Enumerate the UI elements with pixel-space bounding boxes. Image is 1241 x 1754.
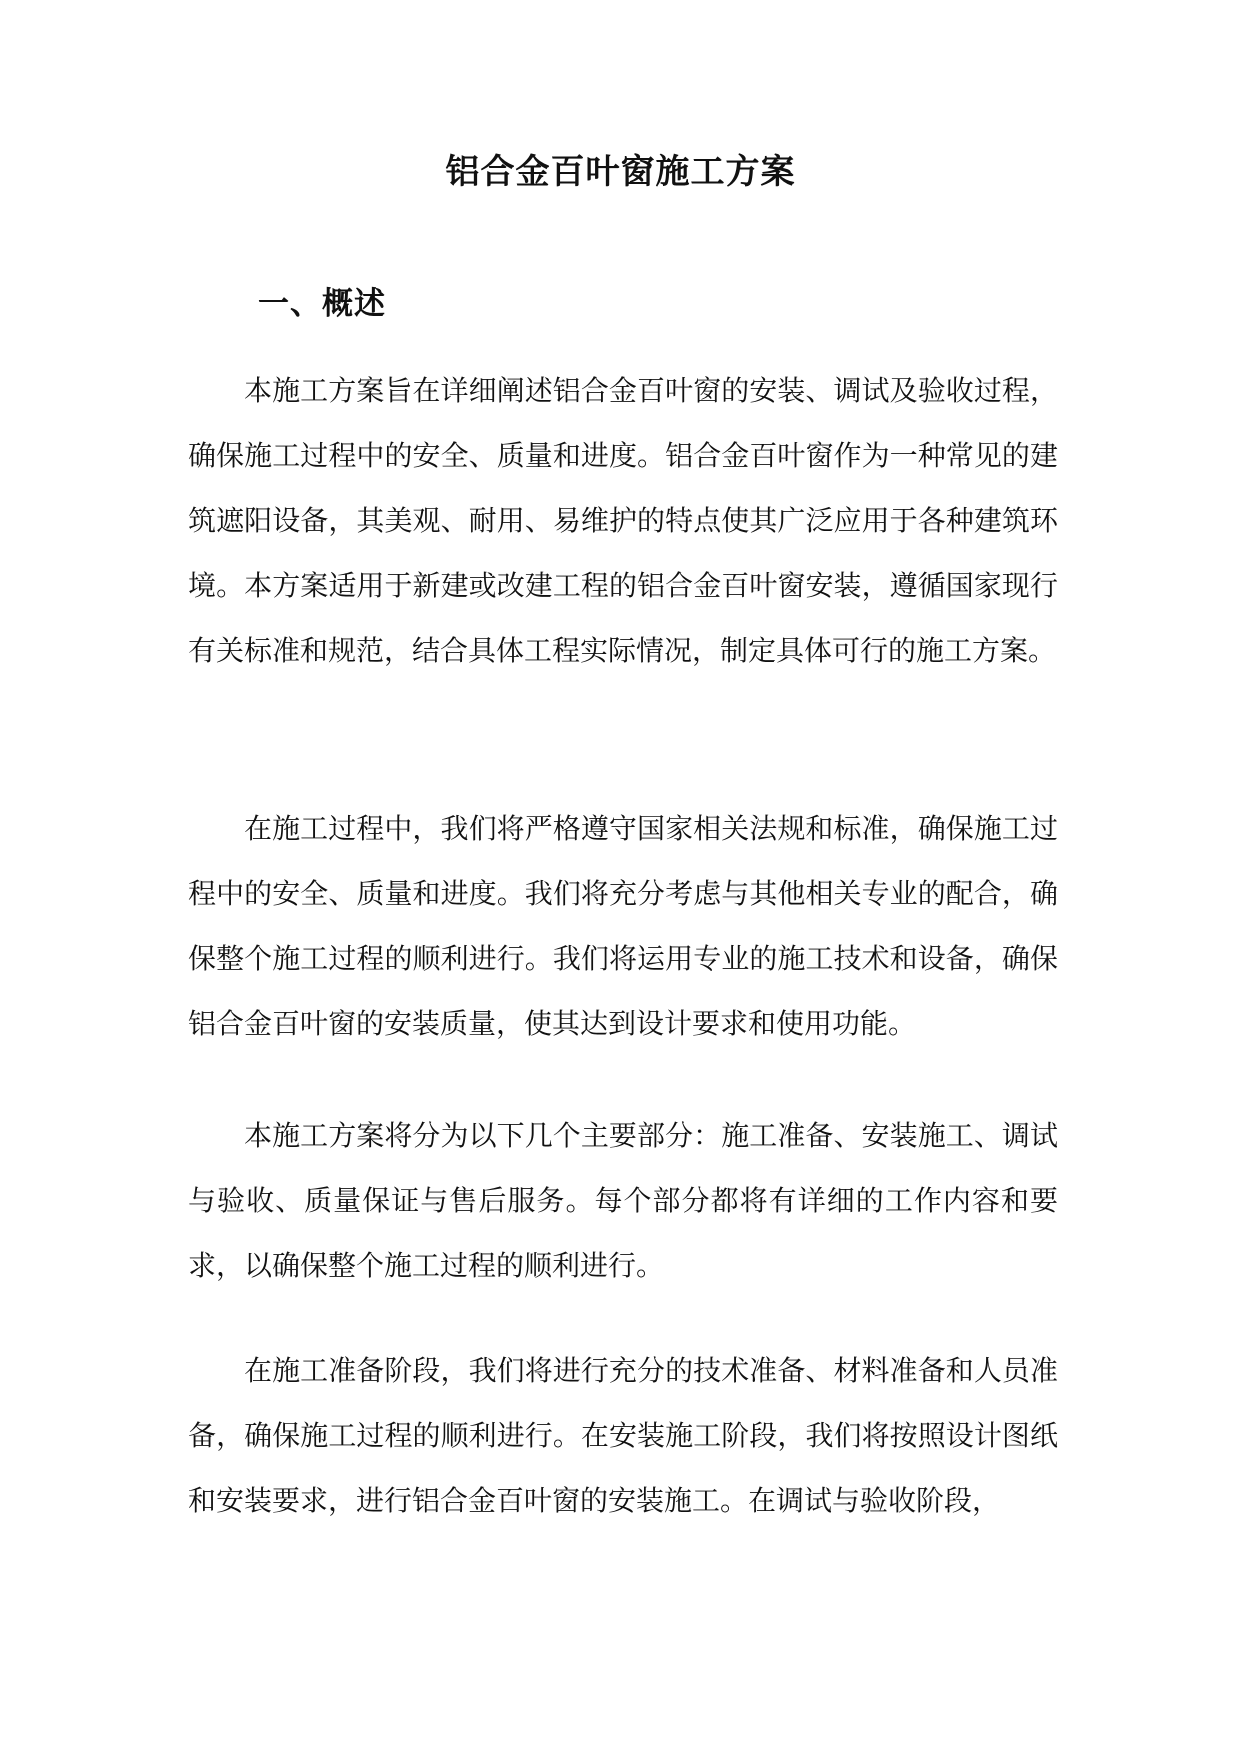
section-heading-overview: 一、概述: [258, 286, 386, 322]
paragraph: 在施工准备阶段，我们将进行充分的技术准备、材料准备和人员准备，确保施工过程的顺利进行。在安装施工阶段，我们将按照设计图纸和安装要求，进行铝合金百叶窗的安装施工。在调试与验收阶段，: [188, 1354, 1058, 1517]
paragraph: 本施工方案旨在详细阐述铝合金百叶窗的安装、调试及验收过程，确保施工过程中的安全、质量和进度。铝合金百叶窗作为一种常见的建筑遮阳设备，其美观、耐用、易维护的特点使其广泛应用于各种建筑环境。本方案适用于新建或改建工程的铝合金百叶窗安装，遵循国家现行有关标准和规范，结合具体工程实际情况，制定具体可行的施工方案。: [188, 374, 1058, 667]
paragraph: 本施工方案将分为以下几个主要部分：施工准备、安装施工、调试与验收、质量保证与售后服务。每个部分都将有详细的工作内容和要求，以确保整个施工过程的顺利进行。: [188, 1119, 1058, 1282]
paragraph: 在施工过程中，我们将严格遵守国家相关法规和标准，确保施工过程中的安全、质量和进度。我们将充分考虑与其他相关专业的配合，确保整个施工过程的顺利进行。我们将运用专业的施工技术和设备，确保铝合金百叶窗的安装质量，使其达到设计要求和使用功能。: [188, 812, 1058, 1040]
document-title: 铝合金百叶窗施工方案: [445, 152, 796, 192]
